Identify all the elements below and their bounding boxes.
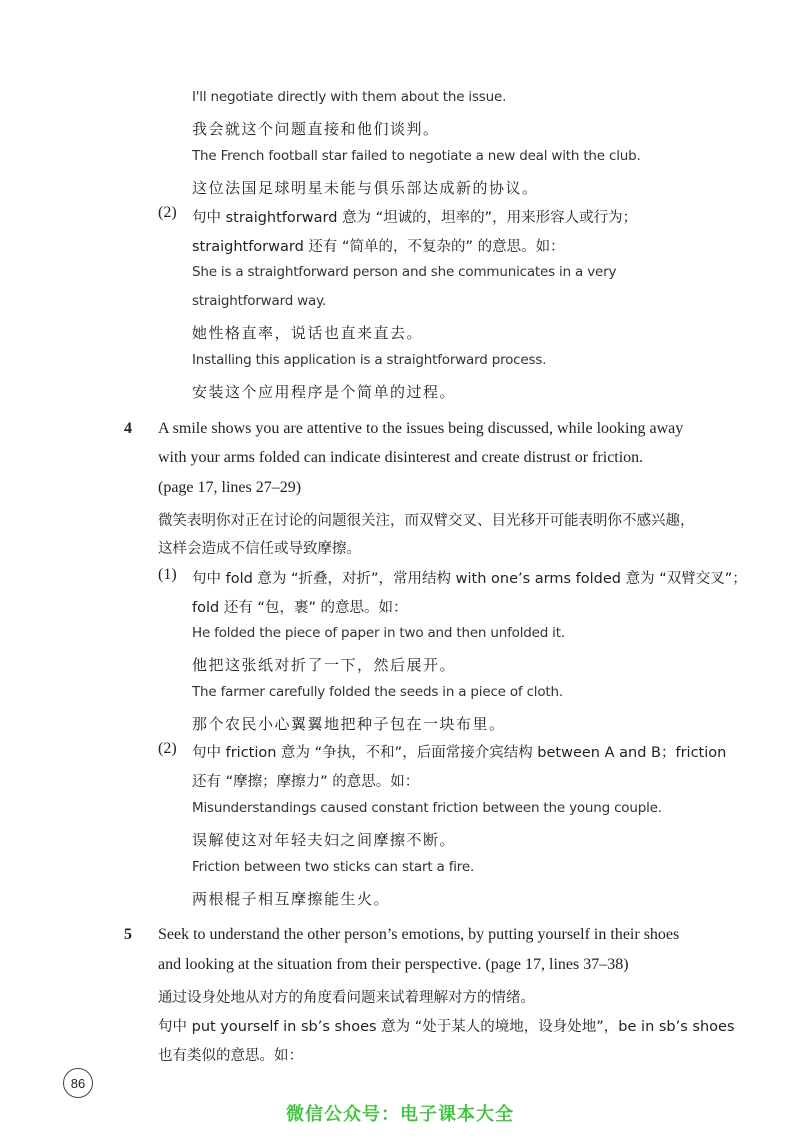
- example-zh: 他把这张纸对折了一下，然后展开。: [192, 656, 457, 674]
- example-en: The French football star failed to negotiate a new deal with the club.: [192, 148, 641, 164]
- page-number: 86: [63, 1068, 93, 1098]
- item-marker: (2): [158, 204, 177, 221]
- example-zh: 误解使这对年轻夫妇之间摩擦不断。: [192, 831, 457, 849]
- section-sentence: and looking at the situation from their perspective. (page 17, lines 37–38): [158, 956, 629, 973]
- item-text: straightforward 还有 “简单的，不复杂的” 的意思。如：: [192, 239, 565, 255]
- item-text: 还有 “摩擦；摩擦力” 的意思。如：: [192, 774, 420, 790]
- item-text: fold 还有 “包，裹” 的意思。如：: [192, 600, 408, 616]
- example-en: Installing this application is a straightforward process.: [192, 352, 547, 368]
- example-en: I'll negotiate directly with them about the issue.: [192, 89, 507, 105]
- item-marker: (1): [158, 566, 177, 583]
- example-zh: 安装这个应用程序是个简单的过程。: [192, 383, 457, 401]
- section-sentence: Seek to understand the other person’s emotions, by putting yourself in their shoes: [158, 926, 680, 943]
- section-number: 4: [124, 420, 132, 437]
- example-zh: 这位法国足球明星未能与俱乐部达成新的协议。: [192, 179, 539, 197]
- section-sentence: A smile shows you are attentive to the issues being discussed, while looking away: [158, 420, 684, 437]
- translation: 通过设身处地从对方的角度看问题来试着理解对方的情绪。: [158, 990, 535, 1006]
- example-en: Misunderstandings caused constant friction between the young couple.: [192, 800, 662, 816]
- translation: 微笑表明你对正在讨论的问题很关注，而双臂交叉、目光移开可能表明你不感兴趣，: [158, 513, 695, 529]
- section-number: 5: [124, 926, 132, 943]
- example-en: The farmer carefully folded the seeds in a piece of cloth.: [192, 684, 563, 700]
- example-en: He folded the piece of paper in two and then unfolded it.: [192, 625, 565, 641]
- page-reference: (page 17, lines 27–29): [158, 479, 302, 496]
- example-zh: 她性格直率，说话也直来直去。: [192, 324, 424, 342]
- section-sentence: with your arms folded can indicate disinterest and create distrust or friction.: [158, 449, 644, 466]
- example-zh: 两根棍子相互摩擦能生火。: [192, 890, 391, 908]
- item-text: 句中 fold 意为 “折叠，对折”，常用结构 with one’s arms folded 意为 “双臂交叉”；: [192, 571, 747, 587]
- example-zh: 那个农民小心翼翼地把种子包在一块布里。: [192, 715, 506, 733]
- item-text: 也有类似的意思。如：: [158, 1048, 303, 1064]
- example-zh: 我会就这个问题直接和他们谈判。: [192, 120, 440, 138]
- item-text: 句中 straightforward 意为 “坦诚的，坦率的”，用来形容人或行为；: [192, 210, 638, 226]
- item-text: 句中 put yourself in sb’s shoes 意为 “处于某人的境地，设身处地”，be in sb’s shoes: [158, 1019, 735, 1035]
- item-text: 句中 friction 意为 “争执，不和”，后面常接介宾结构 between A and B；friction: [192, 745, 727, 761]
- example-en: Friction between two sticks can start a fire.: [192, 859, 475, 875]
- footer-watermark: 微信公众号：电子课本大全: [286, 1104, 514, 1125]
- example-en: She is a straightforward person and she communicates in a very: [192, 264, 617, 280]
- example-en: straightforward way.: [192, 293, 327, 309]
- item-marker: (2): [158, 740, 177, 757]
- translation: 这样会造成不信任或导致摩擦。: [158, 541, 361, 557]
